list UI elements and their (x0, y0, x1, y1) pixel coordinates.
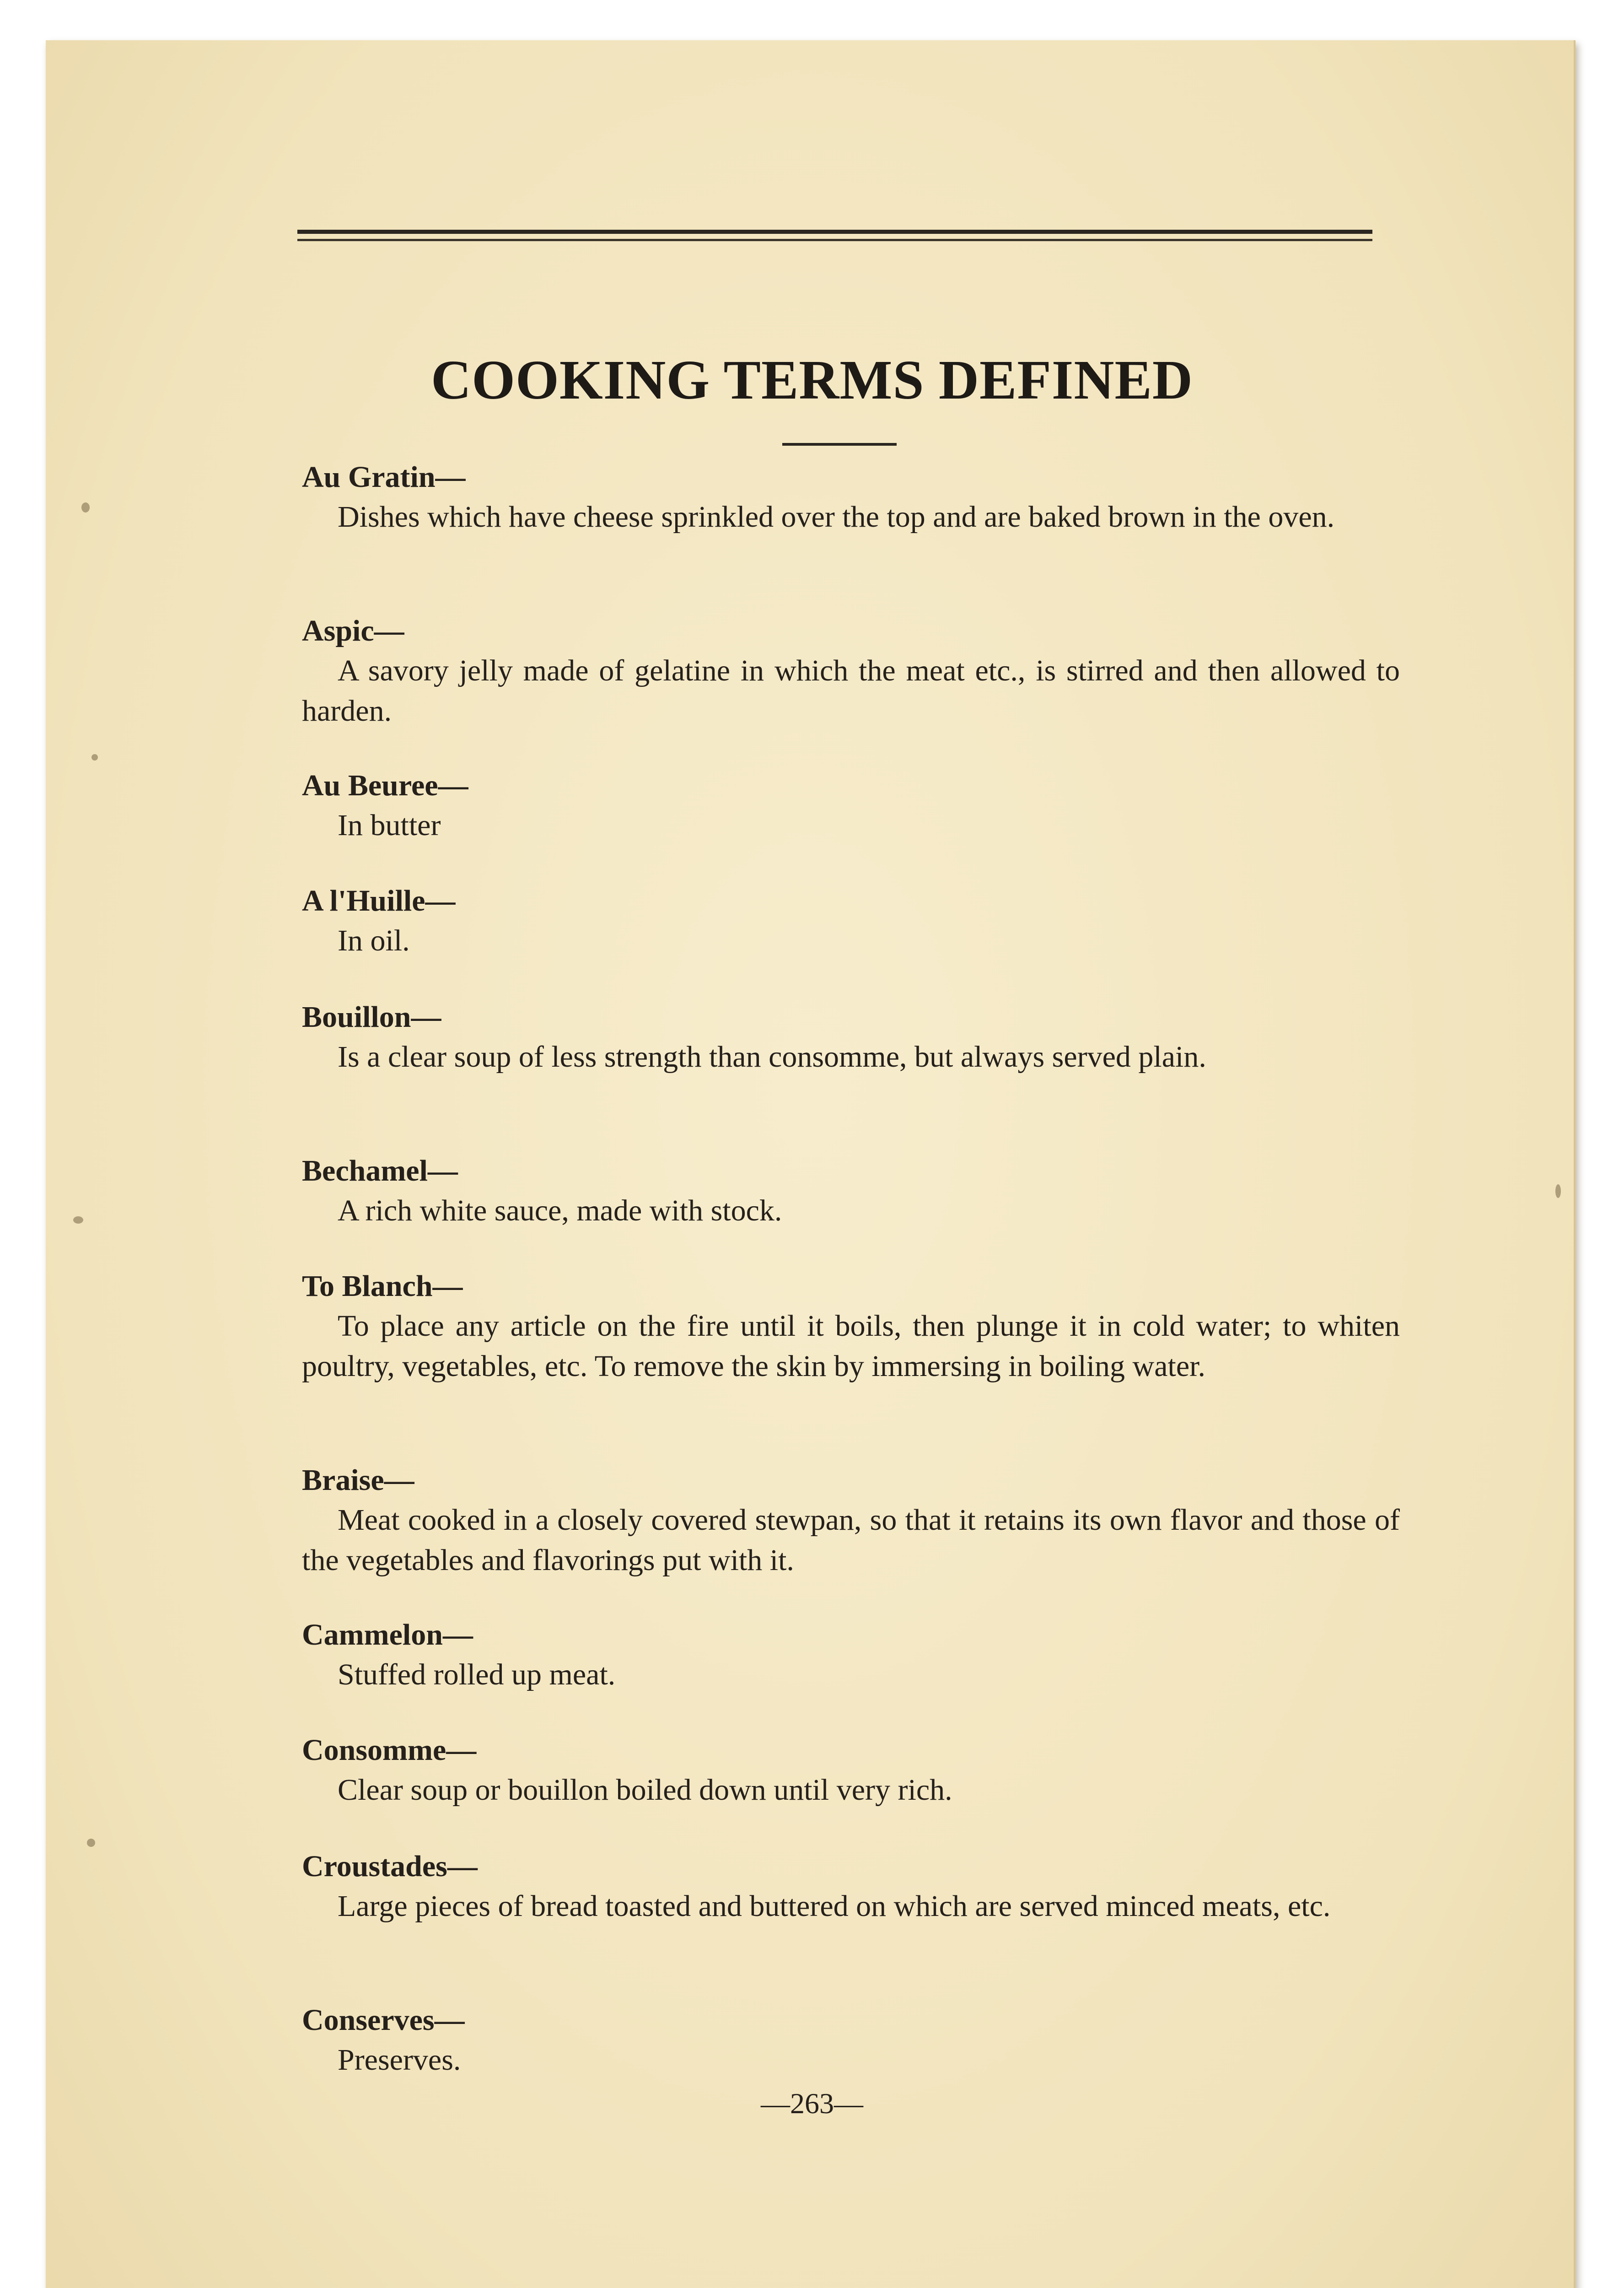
entry-term: Cammelon— (302, 1618, 473, 1651)
entry-term: Conserves— (302, 2003, 465, 2037)
entry-term: To Blanch— (302, 1269, 463, 1303)
entry-term: A l'Huille— (302, 884, 456, 917)
entry-definition: To place any article on the fire until it boils, then plunge it in cold water; to whiten poultry, vegetables, etc. To remove the skin by immersing in boiling water. (302, 1309, 1400, 1383)
paper-spot (87, 1839, 95, 1847)
page-number: —263— (761, 2087, 863, 2120)
glossary-entry (302, 1267, 1400, 1387)
paper-spot (73, 1216, 83, 1224)
paper-spot (91, 754, 98, 761)
glossary-entry (302, 881, 1400, 961)
entry-definition: Is a clear soup of less strength than consomme, but always served plain. (338, 1040, 1206, 1074)
glossary-entry (302, 1847, 1400, 1926)
entry-term: Bechamel— (302, 1154, 458, 1187)
glossary-entry (302, 766, 1400, 846)
entry-term: Braise— (302, 1463, 414, 1497)
entry-definition: Meat cooked in a closely covered stewpan, so that it retains its own flavor and those of the vegetables and flavorings put with it. (302, 1503, 1400, 1577)
glossary-entry (302, 1731, 1400, 1810)
page-title: COOKING TERMS DEFINED (431, 349, 1193, 411)
glossary-entry (302, 1461, 1400, 1581)
title-underline (782, 443, 897, 446)
glossary-entry (302, 1615, 1400, 1695)
entry-definition: In oil. (338, 924, 410, 957)
entry-definition: Dishes which have cheese sprinkled over the top and are baked brown in the oven. (338, 500, 1335, 534)
entry-definition: Stuffed rolled up meat. (338, 1658, 616, 1691)
entry-term: Bouillon— (302, 1000, 441, 1034)
header-rule (297, 230, 1372, 234)
glossary-entry (302, 611, 1400, 731)
paper-spot (81, 502, 90, 513)
entry-definition: A savory jelly made of gelatine in which the meat etc., is stirred and then allowed to harden. (302, 654, 1400, 728)
entry-definition: Preserves. (338, 2043, 461, 2077)
entry-definition: Large pieces of bread toasted and buttered on which are served minced meats, etc. (338, 1889, 1331, 1923)
header-rule-secondary (297, 239, 1372, 241)
glossary-entry (302, 998, 1400, 1077)
glossary-entry (302, 1151, 1400, 1231)
entry-term: Croustades— (302, 1850, 478, 1883)
paper-spot (1555, 1184, 1561, 1198)
entry-definition: In butter (338, 809, 441, 842)
entry-definition: Clear soup or bouillon boiled down until very rich. (338, 1773, 952, 1807)
entry-term: Au Beuree— (302, 769, 468, 802)
glossary-entry (302, 458, 1400, 537)
glossary-entry (302, 2001, 1400, 2080)
entry-definition: A rich white sauce, made with stock. (338, 1194, 782, 1227)
entry-term: Aspic— (302, 614, 404, 648)
entry-term: Au Gratin— (302, 460, 466, 494)
entry-term: Consomme— (302, 1733, 477, 1767)
